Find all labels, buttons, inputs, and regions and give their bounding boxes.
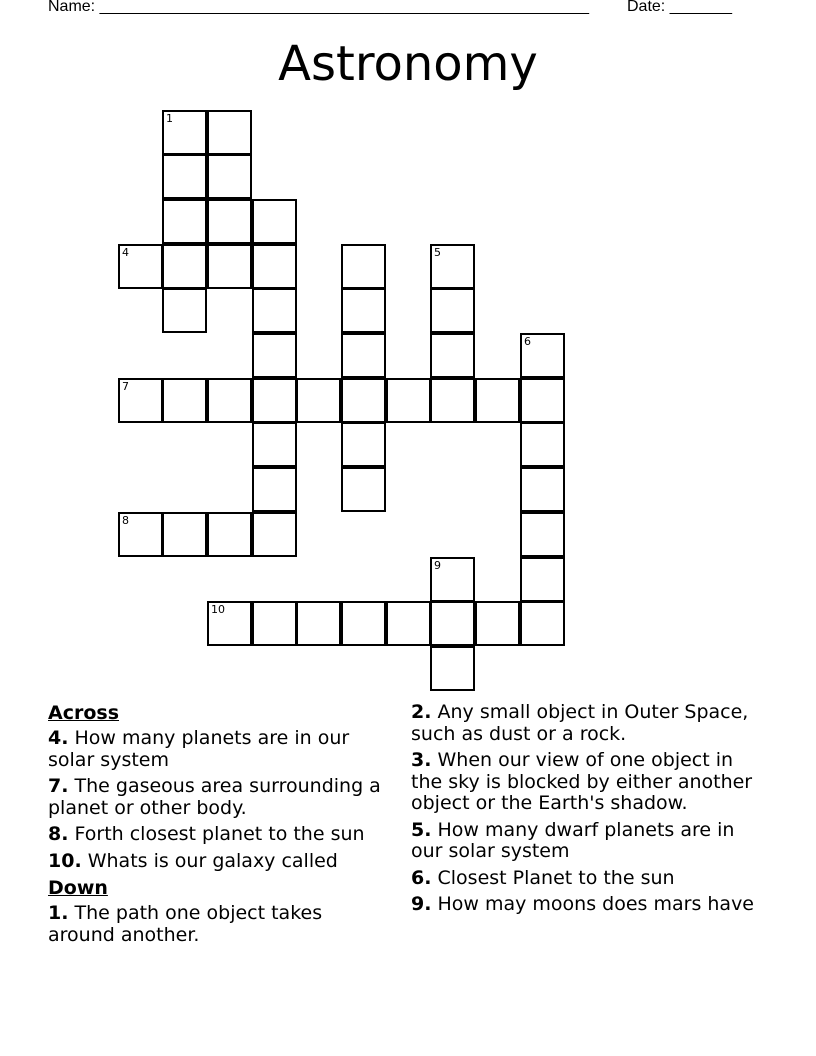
grid-cell[interactable] bbox=[341, 601, 386, 646]
across-clue-10 bbox=[48, 851, 393, 873]
grid-cell[interactable] bbox=[162, 110, 207, 155]
grid-cell[interactable] bbox=[207, 378, 252, 423]
grid-cell[interactable] bbox=[162, 244, 207, 289]
grid-cell[interactable] bbox=[252, 467, 297, 512]
grid-cell[interactable] bbox=[430, 601, 475, 646]
page-title: Astronomy bbox=[278, 36, 538, 92]
grid-cell[interactable] bbox=[118, 244, 163, 289]
grid-cell[interactable] bbox=[252, 601, 297, 646]
clue-number: 7. bbox=[48, 775, 69, 797]
down-clue-5 bbox=[411, 820, 756, 863]
clue-number: 5. bbox=[411, 818, 432, 841]
grid-cell[interactable] bbox=[430, 288, 475, 333]
down-clue-2 bbox=[411, 702, 756, 745]
down-heading: Down bbox=[48, 877, 108, 899]
grid-cell[interactable] bbox=[341, 422, 386, 467]
grid-cell[interactable] bbox=[118, 378, 163, 423]
clue-number-label: 7 bbox=[122, 380, 129, 393]
clue-number-label: 8 bbox=[122, 514, 129, 527]
date-field-line: Date: _______ bbox=[627, 0, 732, 15]
clue-text: Whats is our galaxy called bbox=[87, 849, 338, 872]
clues-left-column bbox=[48, 702, 393, 951]
grid-cell[interactable] bbox=[341, 244, 386, 289]
grid-cell[interactable] bbox=[296, 601, 341, 646]
clue-number-label: 10 bbox=[211, 603, 225, 616]
grid-cell[interactable] bbox=[162, 288, 207, 333]
grid-cell[interactable] bbox=[252, 244, 297, 289]
grid-cell[interactable] bbox=[430, 333, 475, 378]
down-clue-3 bbox=[411, 750, 756, 815]
grid-cell[interactable] bbox=[520, 467, 565, 512]
across-clue-8 bbox=[48, 824, 393, 846]
grid-cell[interactable] bbox=[520, 422, 565, 467]
clue-text: How may moons does mars have bbox=[437, 893, 754, 915]
clues-right-column bbox=[411, 702, 756, 921]
grid-cell[interactable] bbox=[341, 288, 386, 333]
grid-cell[interactable] bbox=[520, 333, 565, 378]
grid-cell[interactable] bbox=[520, 601, 565, 646]
clue-number-label: 6 bbox=[524, 335, 531, 348]
grid-cell[interactable] bbox=[252, 288, 297, 333]
clue-text: How many dwarf planets are in our solar system bbox=[411, 818, 735, 862]
grid-cell[interactable] bbox=[341, 378, 386, 423]
grid-cell[interactable] bbox=[520, 378, 565, 423]
grid-cell[interactable] bbox=[162, 199, 207, 244]
clue-text: The path one object takes around another. bbox=[48, 902, 323, 946]
clue-number: 1. bbox=[48, 902, 69, 924]
clue-number: 6. bbox=[411, 866, 432, 889]
clue-number-label: 4 bbox=[122, 246, 129, 259]
grid-cell[interactable] bbox=[207, 512, 252, 557]
grid-cell[interactable] bbox=[430, 557, 475, 602]
grid-cell[interactable] bbox=[341, 333, 386, 378]
clue-number: 8. bbox=[48, 823, 69, 845]
grid-cell[interactable] bbox=[386, 378, 431, 423]
grid-cell[interactable] bbox=[430, 378, 475, 423]
clue-number: 2. bbox=[411, 701, 432, 723]
grid-cell[interactable] bbox=[520, 557, 565, 602]
grid-cell[interactable] bbox=[207, 110, 252, 155]
grid-cell[interactable] bbox=[207, 199, 252, 244]
grid-cell[interactable] bbox=[386, 601, 431, 646]
down-clue-6 bbox=[411, 868, 756, 890]
clue-text: Closest Planet to the sun bbox=[437, 866, 675, 889]
grid-cell[interactable] bbox=[430, 646, 475, 691]
across-clue-4 bbox=[48, 728, 393, 771]
grid-cell[interactable] bbox=[162, 154, 207, 199]
name-field-line: Name: _______________________________________________________ bbox=[48, 0, 589, 15]
grid-cell[interactable] bbox=[296, 378, 341, 423]
grid-cell[interactable] bbox=[252, 333, 297, 378]
grid-cell[interactable] bbox=[162, 378, 207, 423]
grid-cell[interactable] bbox=[207, 154, 252, 199]
down-clue-1 bbox=[48, 903, 393, 946]
grid-cell[interactable] bbox=[207, 244, 252, 289]
grid-cell[interactable] bbox=[252, 512, 297, 557]
clue-text: The gaseous area surrounding a planet or other body. bbox=[48, 775, 381, 819]
clue-text: When our view of one object in the sky is blocked by either another object or the Earth's shadow. bbox=[411, 749, 753, 814]
grid-cell[interactable] bbox=[162, 512, 207, 557]
clue-number-label: 1 bbox=[166, 112, 173, 125]
grid-cell[interactable] bbox=[252, 199, 297, 244]
clue-number-label: 9 bbox=[434, 559, 441, 572]
across-clue-7 bbox=[48, 776, 393, 819]
clue-text: Any small object in Outer Space, such as dust or a rock. bbox=[411, 701, 749, 745]
down-clue-9 bbox=[411, 894, 756, 916]
across-heading: Across bbox=[48, 702, 120, 724]
grid-cell[interactable] bbox=[252, 422, 297, 467]
clue-text: Forth closest planet to the sun bbox=[74, 823, 365, 845]
clue-number: 3. bbox=[411, 749, 432, 771]
grid-cell[interactable] bbox=[430, 244, 475, 289]
clue-number: 4. bbox=[48, 727, 69, 749]
grid-cell[interactable] bbox=[475, 378, 520, 423]
grid-cell[interactable] bbox=[252, 378, 297, 423]
grid-cell[interactable] bbox=[118, 512, 163, 557]
grid-cell[interactable] bbox=[475, 601, 520, 646]
grid-cell[interactable] bbox=[520, 512, 565, 557]
grid-cell[interactable] bbox=[207, 601, 252, 646]
clue-number-label: 5 bbox=[434, 246, 441, 259]
clue-number: 9. bbox=[411, 893, 432, 915]
grid-cell[interactable] bbox=[341, 467, 386, 512]
clue-number: 10. bbox=[48, 849, 82, 872]
clue-text: How many planets are in our solar system bbox=[48, 727, 350, 771]
